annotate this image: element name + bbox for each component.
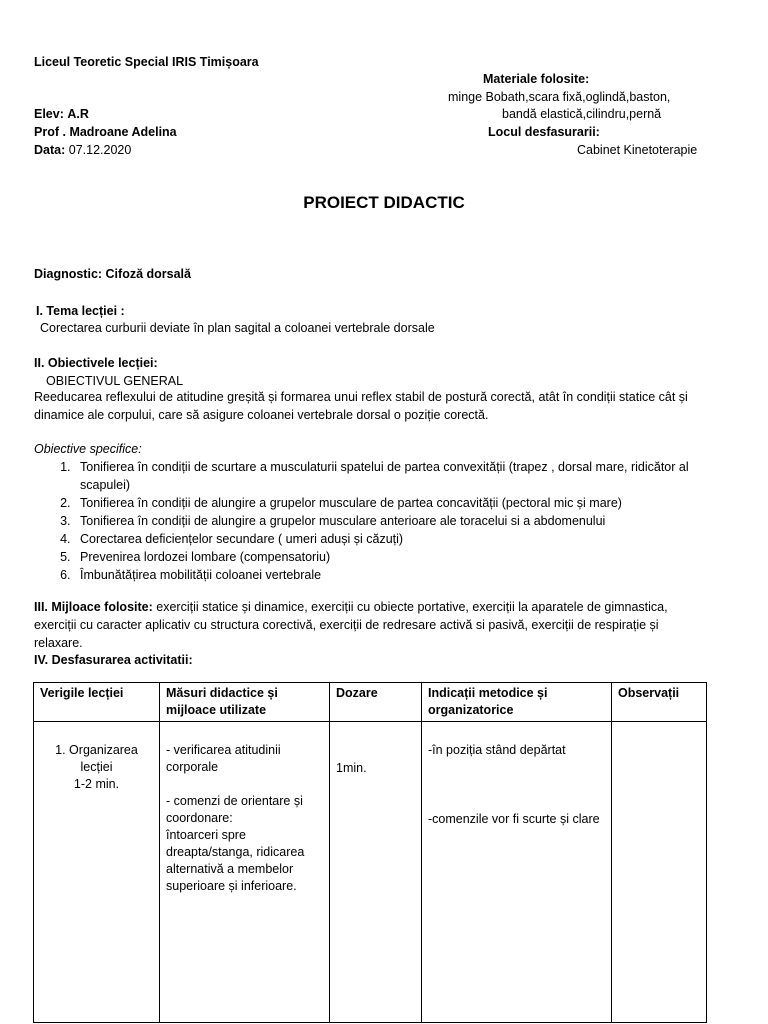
- teacher-line: [34, 123, 177, 141]
- list-item: 6. Îmbunătățirea mobilității coloanei vertebrale: [74, 566, 706, 584]
- dosage-value: 1min.: [336, 761, 367, 775]
- student-value: A.R: [67, 107, 89, 121]
- stage-line2: lecției: [80, 760, 113, 774]
- date-label: Data:: [34, 143, 66, 157]
- student-label: Elev:: [34, 107, 64, 121]
- diagnostic: Diagnostic: Cifoză dorsală: [34, 267, 191, 281]
- section1-heading: I. Tema lecției :: [36, 304, 125, 318]
- cell-dosage: [330, 722, 422, 1023]
- location-value: Cabinet Kinetoterapie: [577, 143, 698, 157]
- cell-observations: [612, 722, 707, 1023]
- list-item: 2. Tonifierea în condiții de alungire a grupelor musculare de partea concavității (pectoral mic și mare): [74, 494, 706, 512]
- section2-heading: II. Obiectivele lecției:: [34, 356, 158, 370]
- table-header-row: [34, 683, 707, 722]
- header-cell-stages: Verigile lecției: [34, 683, 160, 722]
- header-cell-indications: Indicații metodice și organizatorice: [422, 683, 612, 722]
- specific-objectives-heading: Obiective specifice:: [34, 442, 142, 456]
- section3-heading: III. Mijloace folosite:: [34, 600, 153, 614]
- section2-subheading: OBIECTIVUL GENERAL: [46, 374, 184, 388]
- teacher-value: Madroane Adelina: [69, 125, 177, 139]
- student-line: [34, 105, 89, 123]
- teacher-label: Prof .: [34, 125, 66, 139]
- section4-heading: IV. Desfasurarea activitatii:: [34, 653, 193, 667]
- materials-label: Materiale folosite:: [483, 72, 590, 86]
- location-label: Locul desfasurarii:: [488, 125, 600, 139]
- cell-measures: [160, 722, 330, 1023]
- activity-table: [33, 682, 707, 1023]
- date-value: 07.12.2020: [68, 143, 132, 157]
- section2-general-text: Reeducarea reflexului de atitudine greșită și formarea unui reflex stabil de postură corectă, atât în condiții statice cât și dinamice ale corpului, care să asigure coloanei vertebrale dorsal o poziție corectă.: [34, 390, 688, 422]
- specific-objectives-list: [34, 458, 706, 584]
- list-item: 1. Tonifierea în condiții de scurtare a musculaturii spatelui de partea convexității (trapez , dorsal mare, ridicător al scapulei): [74, 458, 706, 494]
- section3-text: exerciții statice și dinamice, exerciții cu obiecte portative, exerciții la aparatele de gimnastica, exerciții cu caracter aplicativ cu structura corectivă, exerciții de redresare activă si pasivă, exerciții de respirație și relaxare.: [34, 600, 668, 650]
- stage-line1: 1. Organizarea: [55, 743, 138, 757]
- materials-line2: bandă elastică,cilindru,pernă: [502, 107, 662, 121]
- school-name: Liceul Teoretic Special IRIS Timișoara: [34, 55, 259, 69]
- measures-item1: - verificarea atitudinii corporale: [166, 743, 281, 774]
- stage-line3: 1-2 min.: [73, 777, 120, 791]
- indication-item2: -comenzile vor fi scurte și clare: [428, 812, 600, 826]
- document-title: PROIECT DIDACTIC: [303, 193, 465, 212]
- list-item: 3. Tonifierea în condiții de alungire a grupelor musculare anterioare ale toracelui si a abdomenului: [74, 512, 706, 530]
- table-row: [34, 722, 707, 1023]
- list-item: 5. Prevenirea lordozei lombare (compensatoriu): [74, 548, 706, 566]
- section3: [34, 598, 706, 652]
- cell-stage: [34, 722, 160, 1023]
- measures-item3: întoarceri spre dreapta/stanga, ridicarea alternativă a membelor superioare și inferioare.: [166, 828, 305, 893]
- header-cell-observations: Observații: [612, 683, 707, 722]
- measures-item2: - comenzi de orientare și coordonare:: [166, 794, 303, 825]
- date-line: [34, 141, 131, 159]
- section1-text: Corectarea curburii deviate în plan sagital a coloanei vertebrale dorsale: [40, 321, 435, 335]
- header-cell-measures: Măsuri didactice și mijloace utilizate: [160, 683, 330, 722]
- materials-line1: minge Bobath,scara fixă,oglindă,baston,: [448, 90, 671, 104]
- list-item: 4. Corectarea deficiențelor secundare ( umeri aduși și căzuți): [74, 530, 706, 548]
- header-cell-dosage: Dozare: [330, 683, 422, 722]
- cell-indications: [422, 722, 612, 1023]
- indication-item1: -în poziția stând depărtat: [428, 743, 566, 757]
